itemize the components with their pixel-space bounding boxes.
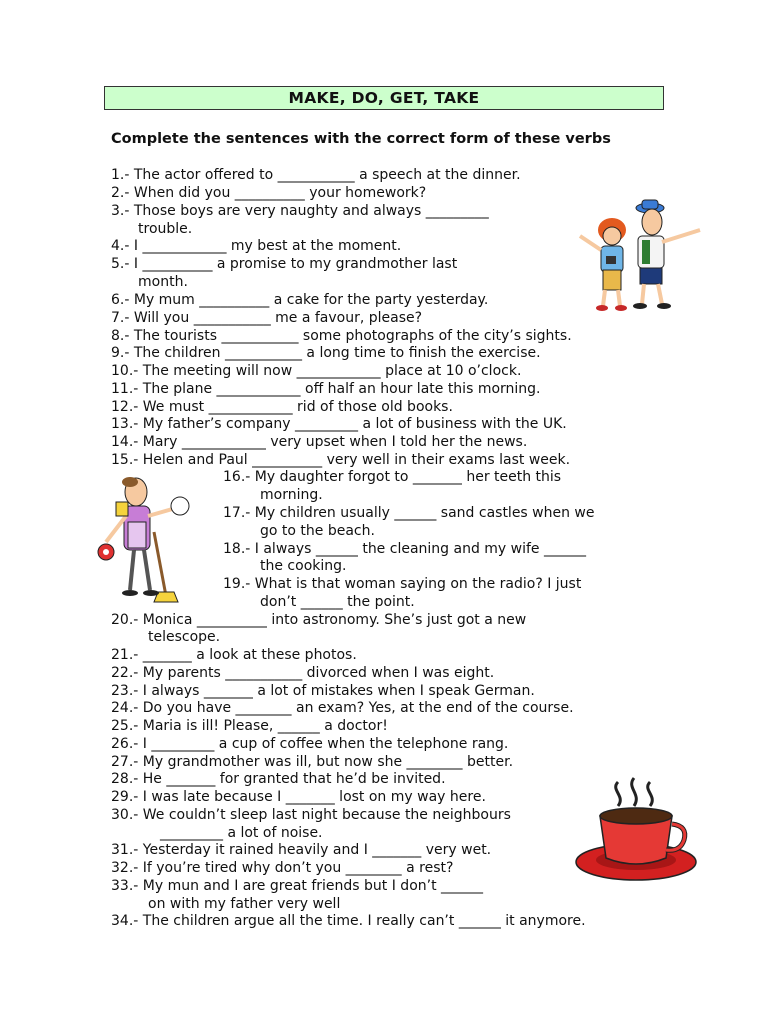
sentence-line: 4.- I ____________ my best at the moment.: [111, 238, 402, 254]
sentence-line: 3.- Those boys are very naughty and always _________: [111, 203, 489, 219]
sentence-line: month.: [138, 274, 188, 290]
sentence-line: 24.- Do you have ________ an exam? Yes, at the end of the course.: [111, 700, 574, 716]
sentence-line: 34.- The children argue all the time. I really can’t ______ it anymore.: [111, 913, 586, 929]
tourists-illustration: [572, 194, 704, 314]
sentence-line: 30.- We couldn’t sleep last night because the neighbours: [111, 807, 511, 823]
sentence-line: 17.- My children usually ______ sand castles when we: [223, 505, 595, 521]
sentence-line: 33.- My mun and I are great friends but I don’t ______: [111, 878, 484, 894]
sentence-line: 15.- Helen and Paul __________ very well in their exams last week.: [111, 452, 571, 468]
sentence-line: 18.- I always ______ the cleaning and my wife ______: [223, 541, 586, 557]
sentence-line: 28.- He _______ for granted that he’d be invited.: [111, 771, 446, 787]
cleaning-man-illustration: [96, 472, 208, 604]
sentence-line: 5.- I __________ a promise to my grandmother last: [111, 256, 458, 272]
sentence-line: 19.- What is that woman saying on the radio? I just: [223, 576, 582, 592]
sentence-line: go to the beach.: [260, 523, 375, 539]
sentence-line: 13.- My father’s company _________ a lot of business with the UK.: [111, 416, 567, 432]
sentence-line: 1.- The actor offered to ___________ a speech at the dinner.: [111, 167, 521, 183]
sentence-line: 32.- If you’re tired why don’t you ________ a rest?: [111, 860, 454, 876]
sentence-line: 9.- The children ___________ a long time to finish the exercise.: [111, 345, 541, 361]
worksheet-title: MAKE, DO, GET, TAKE: [104, 86, 664, 110]
sentence-line: telescope.: [148, 629, 221, 645]
sentence-line: 22.- My parents ___________ divorced when I was eight.: [111, 665, 495, 681]
sentence-line: 6.- My mum __________ a cake for the party yesterday.: [111, 292, 489, 308]
sentence-line: 7.- Will you ___________ me a favour, please?: [111, 310, 423, 326]
sentence-line: 20.- Monica __________ into astronomy. She’s just got a new: [111, 612, 527, 628]
sentence-line: 25.- Maria is ill! Please, ______ a doctor!: [111, 718, 388, 734]
sentence-line: 11.- The plane ____________ off half an hour late this morning.: [111, 381, 541, 397]
sentence-line: _________ a lot of noise.: [160, 825, 323, 841]
sentence-line: 21.- _______ a look at these photos.: [111, 647, 357, 663]
sentence-line: trouble.: [138, 221, 193, 237]
sentence-line: don’t ______ the point.: [260, 594, 415, 610]
sentence-line: 2.- When did you __________ your homework?: [111, 185, 427, 201]
sentence-line: on with my father very well: [148, 896, 341, 912]
sentence-line: 27.- My grandmother was ill, but now she ________ better.: [111, 754, 514, 770]
sentence-line: 14.- Mary ____________ very upset when I told her the news.: [111, 434, 528, 450]
sentence-line: the cooking.: [260, 558, 347, 574]
sentence-line: 26.- I _________ a cup of coffee when the telephone rang.: [111, 736, 509, 752]
sentence-line: 10.- The meeting will now ____________ place at 10 o’clock.: [111, 363, 522, 379]
coffee-cup-icon: [574, 776, 698, 884]
instruction-text: Complete the sentences with the correct form of these verbs: [111, 131, 611, 147]
sentence-line: morning.: [260, 487, 323, 503]
sentence-line: 31.- Yesterday it rained heavily and I _______ very wet.: [111, 842, 492, 858]
sentence-line: 8.- The tourists ___________ some photographs of the city’s sights.: [111, 328, 572, 344]
sentence-line: 16.- My daughter forgot to _______ her teeth this: [223, 469, 562, 485]
sentence-line: 23.- I always _______ a lot of mistakes when I speak German.: [111, 683, 535, 699]
sentence-line: 29.- I was late because I _______ lost on my way here.: [111, 789, 486, 805]
sentence-line: 12.- We must ____________ rid of those old books.: [111, 399, 453, 415]
